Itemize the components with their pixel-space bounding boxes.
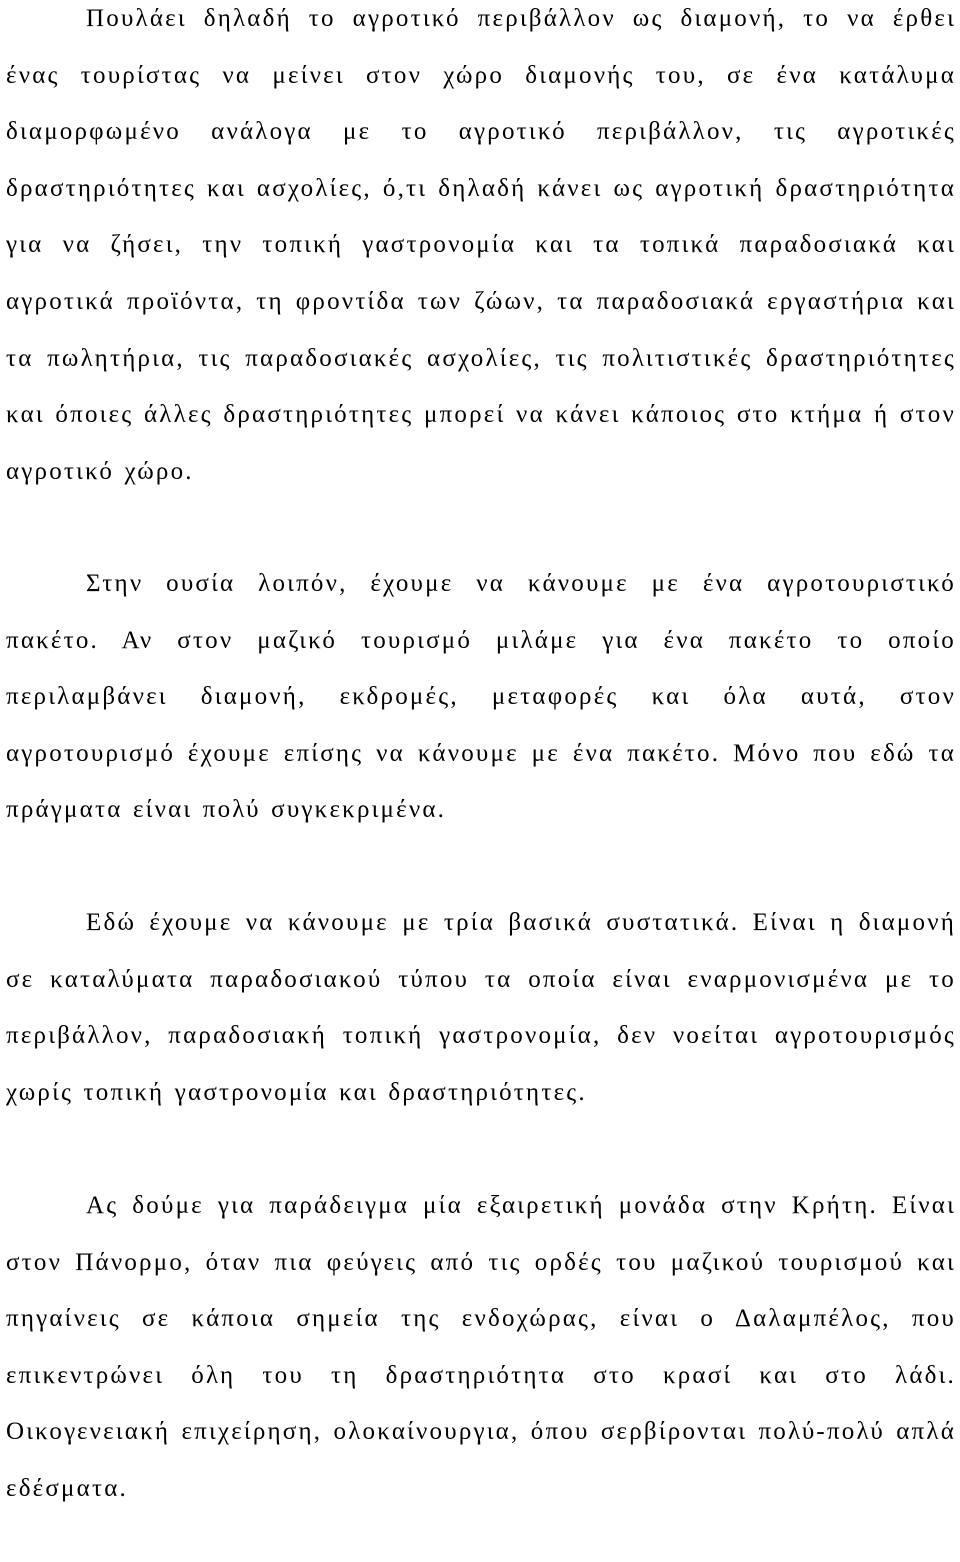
paragraph-4: Ας δούμε για παράδειγμα μία εξαιρετική μονάδα στην Κρήτη. Είναι στον Πάνορμο, όταν πια φεύγεις από τις ορδές του μαζικού τουρισμού και πηγαίνεις σε κάποια σημεία της ενδοχώρας, είναι ο Δαλαμπέλος, που επικεντρώνει όλη του τη δραστηριότητα στο κρασί και στο λάδι. Οικογενειακή επιχείρηση, ολοκαίνουργια, όπου σερβίρονται πολύ-πολύ απλά εδέσματα. [6,1192,956,1502]
paragraph-1: Πουλάει δηλαδή το αγροτικό περιβάλλον ως διαμονή, το να έρθει ένας τουρίστας να μείνει στον χώρο διαμονής του, σε ένα κατάλυμα διαμορφωμένο ανάλογα με το αγροτικό περιβάλλον, τις αγροτικές δραστηριότητες και ασχολίες, ό,τι δηλαδή κάνει ως αγροτική δραστηριότητα για να ζήσει, την τοπική γαστρονομία και τα τοπικά παραδοσιακά και αγροτικά προϊόντα, τη φροντίδα των ζώων, τα παραδοσιακά εργαστήρια και τα πωλητήρια, τις παραδοσιακές ασχολίες, τις πολιτιστικές δραστηριότητες και όποιες άλλες δραστηριότητες μπορεί να κάνει κάποιος στο κτήμα ή στον αγροτικό χώρο. [6,5,956,485]
paragraph-2: Στην ουσία λοιπόν, έχουμε να κάνουμε με ένα αγροτουριστικό πακέτο. Αν στον μαζικό τουρισμό μιλάμε για ένα πακέτο το οποίο περιλαμβάνει διαμονή, εκδρομές, μεταφορές και όλα αυτά, στον αγροτουρισμό έχουμε επίσης να κάνουμε με ένα πακέτο. Μόνο που εδώ τα πράγματα είναι πολύ συγκεκριμένα. [6,570,956,824]
paragraph-3: Εδώ έχουμε να κάνουμε με τρία βασικά συστατικά. Είναι η διαμονή σε καταλύματα παραδοσιακού τύπου τα οποία είναι εναρμονισμένα με το περιβάλλον, παραδοσιακή τοπική γαστρονομία, δεν νοείται αγροτουρισμός χωρίς τοπική γαστρονομία και δραστηριότητες. [6,909,956,1106]
